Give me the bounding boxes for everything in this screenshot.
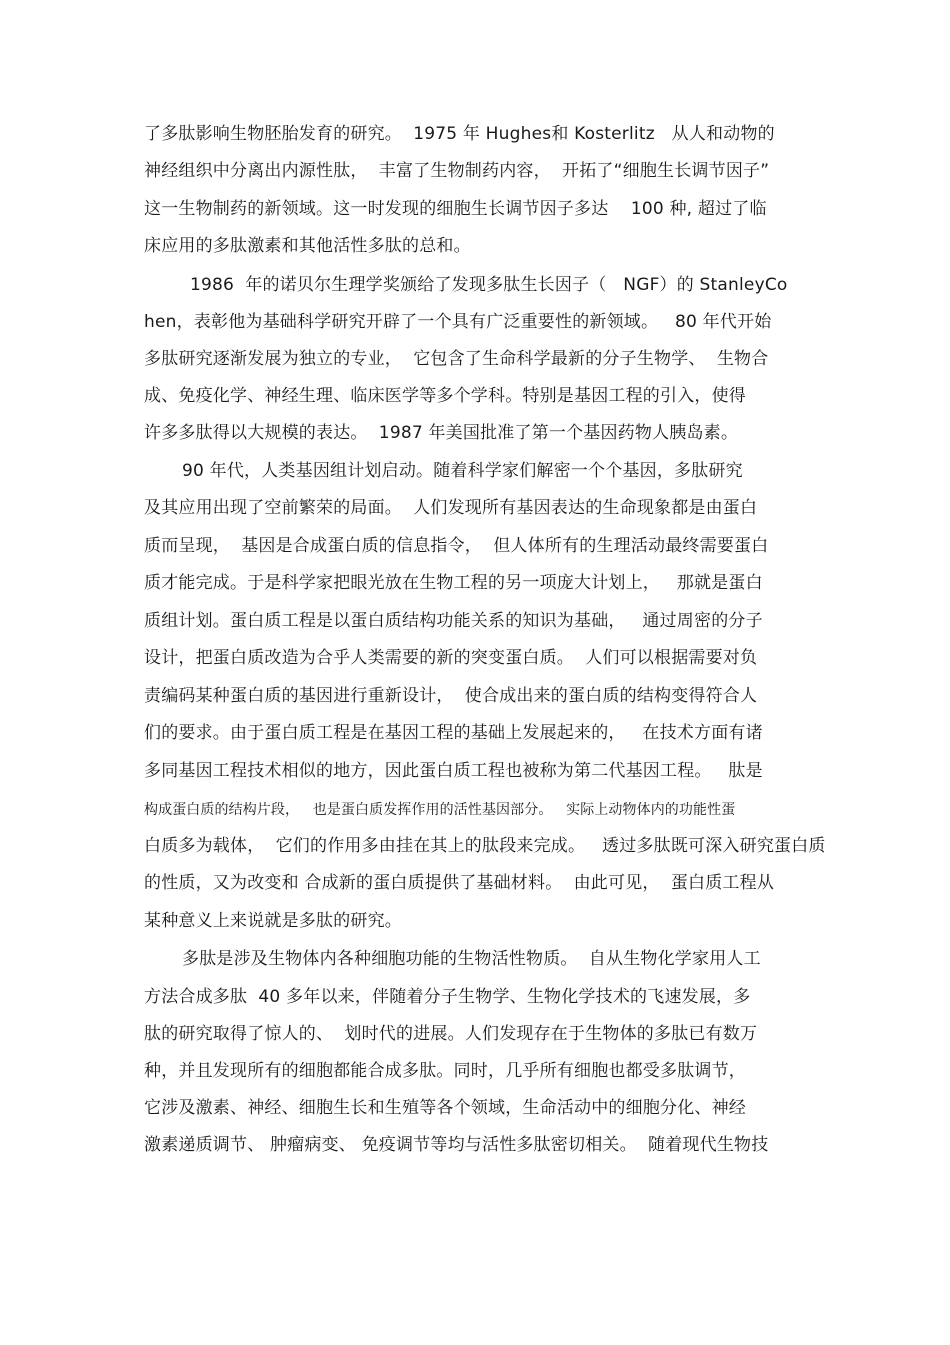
text-line: 设计，把蛋白质改造为合乎人类需要的新的突变蛋白质。 人们可以根据需要对负 bbox=[144, 648, 758, 668]
text-line: 1986 年的诺贝尔生理学奖颁给了发现多肽生长因子（ NGF）的 StanleyCo bbox=[190, 275, 788, 295]
text-line: 激素递质调节、 肿瘤病变、 免疫调节等均与活性多肽密切相关。 随着现代生物技 bbox=[144, 1135, 769, 1155]
text-line: 方法合成多肽 40 多年以来，伴随着分子生物学、生物化学技术的飞速发展，多 bbox=[144, 987, 751, 1007]
text-line: 了多肽影响生物胚胎发育的研究。 1975 年 Hughes和 Kosterlitz 从人和动物的 bbox=[144, 124, 775, 144]
text-line: 这一生物制药的新领域。这一时发现的细胞生长调节因子多达 100 种, 超过了临 bbox=[144, 199, 767, 219]
text-line: 的性质，又为改变和 合成新的蛋白质提供了基础材料。 由此可见， 蛋白质工程从 bbox=[144, 873, 775, 893]
text-line: 许多多肽得以大规模的表达。 1987 年美国批准了第一个基因药物人胰岛素。 bbox=[144, 423, 739, 443]
text-line: 及其应用出现了空前繁荣的局面。 人们发现所有基因表达的生命现象都是由蛋白 bbox=[144, 498, 758, 518]
text-line: 某种意义上来说就是多肽的研究。 bbox=[144, 911, 402, 931]
text-line: 神经组织中分离出内源性肽， 丰富了生物制药内容， 开拓了“细胞生长调节因子” bbox=[144, 161, 770, 181]
text-line: 质组计划。蛋白质工程是以蛋白质结构功能关系的知识为基础， 通过周密的分子 bbox=[144, 611, 763, 631]
text-line: 它涉及激素、神经、细胞生长和生殖等各个领域，生命活动中的细胞分化、神经 bbox=[144, 1098, 746, 1118]
text-line: 多肽是涉及生物体内各种细胞功能的生物活性物质。 自从生物化学家用人工 bbox=[182, 949, 761, 969]
text-line: 构成蛋白质的结构片段， 也是蛋白质发挥作用的活性基因部分。 实际上动物体内的功能性蛋 bbox=[144, 802, 736, 818]
text-line: 90 年代，人类基因组计划启动。随着科学家们解密一个个基因，多肽研究 bbox=[182, 461, 743, 481]
text-line: 多肽研究逐渐发展为独立的专业， 它包含了生命科学最新的分子生物学、 生物合 bbox=[144, 349, 769, 369]
text-line: 质才能完成。于是科学家把眼光放在生物工程的另一项庞大计划上， 那就是蛋白 bbox=[144, 573, 763, 593]
text-line: 床应用的多肽激素和其他活性多肽的总和。 bbox=[144, 236, 471, 256]
text-line: 多同基因工程技术相似的地方，因此蛋白质工程也被称为第二代基因工程。 肽是 bbox=[144, 761, 763, 781]
text-line: 肽的研究取得了惊人的、 划时代的进展。人们发现存在于生物体的多肽已有数万 bbox=[144, 1024, 758, 1044]
text-line: 们的要求。由于蛋白质工程是在基因工程的基础上发展起来的， 在技术方面有诸 bbox=[144, 723, 763, 743]
text-line: 白质多为载体， 它们的作用多由挂在其上的肽段来完成。 透过多肽既可深入研究蛋白质 bbox=[144, 836, 826, 856]
text-line: 责编码某种蛋白质的基因进行重新设计， 使合成出来的蛋白质的结构变得符合人 bbox=[144, 686, 758, 706]
text-line: 成、免疫化学、神经生理、临床医学等多个学科。特别是基因工程的引入，使得 bbox=[144, 386, 746, 406]
text-line: 种，并且发现所有的细胞都能合成多肽。同时，几乎所有细胞也都受多肽调节， bbox=[144, 1061, 746, 1081]
text-line: hen，表彰他为基础科学研究开辟了一个具有广泛重要性的新领域。 80 年代开始 bbox=[144, 312, 772, 332]
text-line: 质而呈现， 基因是合成蛋白质的信息指令， 但人体所有的生理活动最终需要蛋白 bbox=[144, 536, 769, 556]
